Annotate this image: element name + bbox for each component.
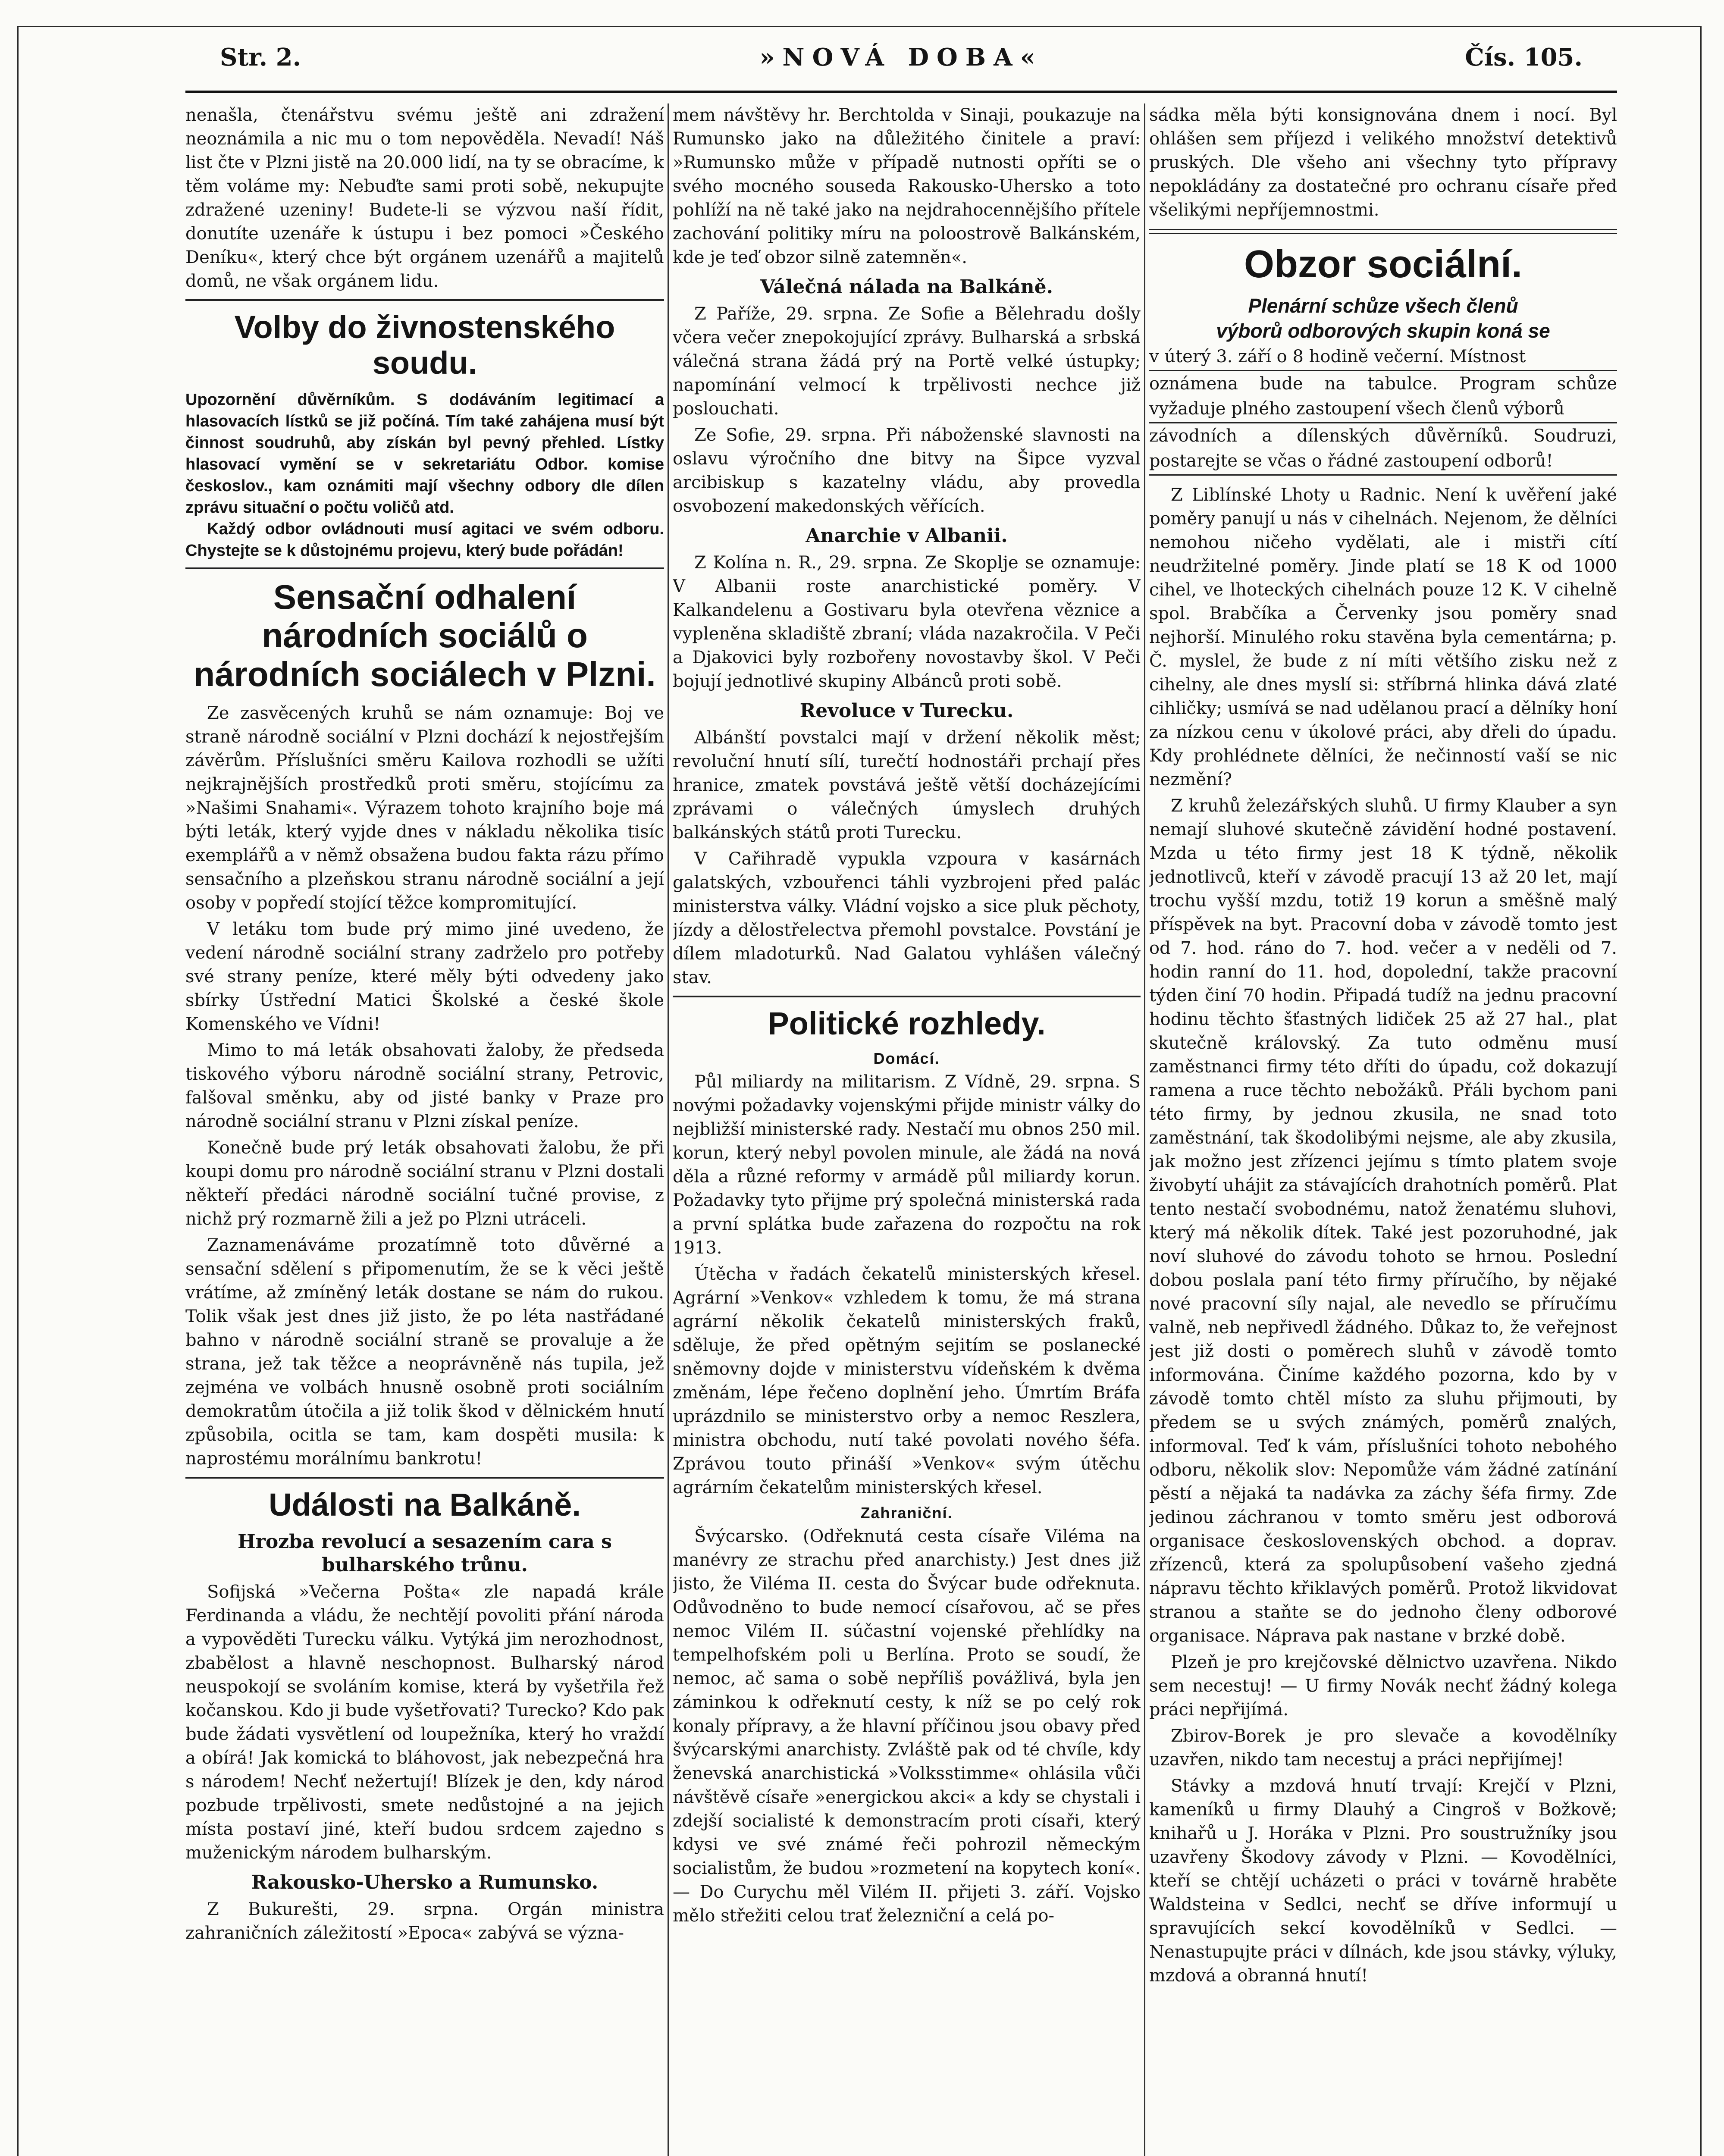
paragraph: Zbirov-Borek je pro slevače a kovodělníky uzavřen, nikdo tam necestuj a práci nepřijímej!	[1149, 1726, 1617, 1770]
paragraph: Z Liblínské Lhoty u Radnic. Není k uvěření jaké poměry panují u nás v cihelnách. Nejenom, že dělníci nemohou ničeho vydělati, ale i mistři cítí neudržitelné poměry. Jinde platí se 18 K od 1000 cihel, ve lhoteckých cihelnách pouze 12 K. V cihelně spol. Brabčíka a Červenky jsou poměry snad nejhorší. Minulého roku stavěna byla cementárna; p. Č. myslel, že bude z ní míti většího zisku než z cihelny, ale dnes myslí si: stříbrná hlinka dává zlaté cihličky; usmívá se nad udělanou prací a dělníky honí za nízkou cenu v úkolové práci, aby dřeli do úpadu. Kdy prohlédnete dělníci, že nečinností vaší se nic nezmění?	[1149, 485, 1617, 790]
page-header	[185, 43, 1617, 91]
paragraph: Albánští povstalci mají v držení několik měst; revoluční hnutí sílí, turečtí hodnostáři prchají přes hranice, zmatek povstává ještě větší docházejícími zprávami o válečných úmyslech druhých balkánských států proti Turecku.	[673, 728, 1141, 843]
section-label-domaci: Domácí.	[873, 1049, 940, 1067]
divider	[673, 996, 1141, 997]
paragraph: Z Bukurešti, 29. srpna. Orgán ministra zahraničních záležitostí »Epoca« zabývá se význa-	[185, 1899, 664, 1943]
paragraph: Plzeň je pro krejčovské dělnictvo uzavřena. Nikdo sem necestuj! — U firmy Novák nechť žádný kolega práci nepřijímá.	[1149, 1652, 1617, 1720]
column-right	[1149, 103, 1617, 2156]
masthead-title: »NOVÁ DOBA«	[759, 43, 1043, 72]
paragraph: Sofijská »Večerna Pošta« zle napadá krále Ferdinanda a vládu, že nechtějí povoliti přání národa a vypověděti Turecku válku. Vytýká jim nerozhodnost, zbabělost a hlavně neschopnost. Bulharský národ neuspokojí se svoláním komise, která by vyšetřila řež kočanskou. Kdo ji bude vyšetřovati? Turecko? Kdo pak bude žádati vysvětlení od loupežníka, který ho vraždí a obírá! Jak komická to bláhovost, jak nebezpečná hra s národem! Nechť nežertují! Blízek je den, kdy národ pozbude trpělivosti, smete nedůstojné a na jejich místa postaví jiné, kteří budou srdcem zajedno s muženickým národem bulharským.	[185, 1582, 664, 1863]
headline-sensace: Sensační odhalení národních sociálů o národních sociálech v Plzni.	[194, 577, 656, 693]
announcement-line: oznámena bude na tabulce. Program schůze vyžaduje plného zastoupení všech členů výborů	[1149, 371, 1617, 423]
section-label-zahranicni: Zahraniční.	[860, 1504, 953, 1522]
divider	[185, 299, 664, 301]
column-divider	[1144, 103, 1145, 2156]
paragraph: Ze zasvěcených kruhů se nám oznamuje: Boj ve straně národně sociální v Plzni dochází k nejostřejším závěrům. Příslušníci směru Kailova rozhodli se užíti nejkrajnějších prostředků proti směru, stojícímu za »Našimi Snahami«. Výrazem tohoto krajního boje má býti leták, který vyjde dnes v nákladu několika tisíc exemplářů a v němž obsažena budou fakta rázu přímo sensačního a plzeňskou stranu národně sociální a její osoby v popředí stojící těžce kompromitující.	[185, 703, 664, 913]
subheadline-revoluce: Revoluce v Turecku.	[799, 700, 1014, 722]
paragraph: Mimo to má leták obsahovati žaloby, že předseda tiskového výboru národně sociální strany, Petrovic, falšoval směnku, aby od jisté banky v Praze pro národně sociální stranu v Plzni získal peníze.	[185, 1040, 664, 1131]
subheadline-anarchie: Anarchie v Albanii.	[806, 525, 1008, 547]
headline-obzor: Obzor sociální.	[1244, 243, 1523, 286]
divider	[185, 567, 664, 569]
article-continuation: mem návštěvy hr. Berchtolda v Sinaji, poukazuje na Rumunsko jako na důležitého činitele a praví: »Rumunsko může v případě nutnosti opříti se o svého mocného souseda Rakousko-Uhersko a toto pohlíží na ně také jako na nejdrahocennějšího přítele zachování politiky míru na poloostrově Balkánském, kde je teď obzor silně zatemněn«.	[673, 105, 1141, 267]
notice-volby-2: Každý odbor ovládnouti musí agitaci ve svém odboru. Chystejte se k důstojnému projevu, který bude pořádán!	[185, 520, 664, 560]
paragraph: Z kruhů železářských sluhů. U firmy Klauber a syn nemají sluhové skutečně závidění hodné postavení. Mzda u této firmy jest 18 K týdně, několik jednotlivců, kteří v závodě pracují 13 až 20 let, mají trochu vyšší mzdu, totiž 19 korun a směšně malý příspěvek na byt. Pracovní doba v závodě tomto jest od 7. hod. ráno do 7. hod. večer a v neděli od 7. hodin ranní do 11. hod, dopolední, takže pracovní týden činí 70 hodin. Připadá tudíž na jednu pracovní hodinu těchto šťastných lidiček 25 až 27 hal., plat skutečně královský. Za tuto odměnu musí zaměstnanci firmy této dříti do úpadu, což dokazují ramena a ruce těchto nebožáků. Přáli bychom pani této firmy, by jednou zkusila, ne snad toto zaměstnání, tak škodolibými nejsme, ale aby zkusila, jak možno jest zřízenci jejímu s tímto platem svoje živobytí uhájit za stávajících drahotních poměrů. Plat tento nestačí svobodnému, natož ženatému sluhovi, který má několik dítek. Také jest pozoruhodné, jak noví sluhové do závodu tohoto se hrnou. Poslední dobou poslala paní této firmy příručího, by nějaké nové pracovní síly najal, ale nevedlo se příručímu valně, neb nepřivedl žádného. Důkaz to, že veřejnost jest již dosti o poměrech sluhů v závodě tomto informována. Činíme každého pozorna, kdo by v závodě tomto chtěl místo za sluhu přijmouti, by předem se u svých známých, poměrů znalých, informoval. Teď k vám, příslušníci tohoto nebohého odboru, několik slov: Nepomůže vám žádné zatínání pěstí a nějaká ta nadávka za záchy šéfa firmy. Zde jedinou záchranou v tomto směru jest odborová organisace československých obchod. a doprav. zřízenců, která za spolupůsobení vašeho zjedná nápravu těchto křiklavých poměrů. Protož likvidovat stranou a staňte se do jednoho členy odborové organisace. Náprava pak nastane v brzké době.	[1149, 796, 1617, 1646]
paragraph: Útěcha v řadách čekatelů ministerských křesel. Agrární »Venkov« vzhledem k tomu, že má strana agrární několik čekatelů ministerských fraků, sděluje, že před opětným sejitím se poslanecké sněmovny dojde v ministerstvu vídeňském k dvěma změnám, lépe řečeno doplnění jeho. Úmrtím Bráfa uprázdnilo se ministerstvo orby a nemoc Reszlera, ministra obchodu, nutí také povolati nového šéfa. Zprávou touto přináší »Venkov« svým útěchu agrárním čekatelům ministerských křesel.	[673, 1264, 1141, 1498]
paragraph: Švýcarsko. (Odřeknutá cesta císaře Viléma na manévry ze strachu před anarchisty.) Jest dnes již jisto, že Viléma II. cesta do Švýcar bude odřeknuta. Odůvodněno to bude nemocí císařovou, ač se přes nemoc Vilém II. súčastní vojenské přehlídky na tempelhofském poli u Berlína. Proto se soudí, že nemoc, ač sama o sobě nepříliš povážlivá, byla jen záminkou k odřeknutí cesty, k níž se po celý rok konaly přípravy, a že hlavní příčinou jsou obavy před švýcarskými anarchisty. Zvláště pak od té chvíle, kdy ženevská anarchistická »Volksstimme« ohlásila vůči návštěvě císaře »energickou akci« a kdy se chystali i zdejší socialisté k demonstracím proti císaři, který kdysi ve své známé řeči pohrozil německým socialistům, že budou »rozmetení na kopytech koní«. — Do Curychu měl Vilém II. přijeti 3. září. Vojsko mělo střežiti celou trať železniční a celá po-	[673, 1526, 1141, 1926]
paragraph: Stávky a mzdová hnutí trvají: Krejčí v Plzni, kameníků u firmy Dlauhý a Cingroš v Božkově; knihařů u J. Horáka v Plzni. Pro soustružníky jsou uzavřeny Škodovy závody v Plzni. — Kovodělníci, kteří se chtějí ucházeti o práci v továrně hraběte Waldsteina v Sedlci, nechť se dříve informují u spravujících sekcí kovodělníků v Sedlci. — Nenastupujte práci v dílnách, kde jsou stávky, výluky, mzdová a obranná hnutí!	[1149, 1776, 1617, 1986]
paragraph: V Cařihradě vypukla vzpoura v kasárnách galatských, vzbouřenci táhli vyzbrojeni před palác ministerstva války. Vládní vojsko a sice pluk pěchoty, jízdy a dělostřelectva přemohl povstalce. Povstání je dílem mladoturků. Nad Galatou vyhlášen válečný stav.	[673, 849, 1141, 987]
headline-volby: Volby do živnostenského soudu.	[234, 309, 615, 381]
announcement-line: v úterý 3. září o 8 hodině večerní. Místnost	[1149, 344, 1617, 371]
notice-volby: Upozornění důvěrníkům. S dodáváním legitimací a hlasovacích lístků se již počíná. Tím také zahájena musí být činnost soudruhů, aby získán byl pevný přehled. Lístky hlasovací vymění se v sekretariátu Odbor. komise českoslov., kam oznámiti mají všechny odbory dle dílen zprávu situační o počtu voličů atd.	[185, 390, 664, 517]
paragraph: Z Paříže, 29. srpna. Ze Sofie a Bělehradu došly včera večer znepokojující zprávy. Bulharská a srbská válečná strana žádá prý na Portě velké ústupky; napomínání velmocí k trpělivosti nechce již poslouchati.	[673, 304, 1141, 419]
paragraph: V letáku tom bude prý mimo jiné uvedeno, že vedení národně sociální strany zadrželo pro potřeby své strany peníze, které měly býti odvedeny jako sbírky Ústřední Matici Školské a české škole Komenského ve Vídni!	[185, 919, 664, 1034]
article-continuation: nenašla, čtenářstvu svému ještě ani zdražení neoznámila a nic mu o tom nepověděla. Nevadí! Náš list čte v Plzni jistě na 20.000 lidí, na ty se obracíme, k těm voláme my: Nebuďte sami proti sobě, nekupujte zdražené uzeniny! Budete-li se výzvou naší řídit, donutíte uzenáře k ústupu i bez pomoci »Českého Deníku«, který chce být orgánem uzenářů a majitelů domů, ne však orgánem lidu.	[185, 105, 664, 291]
article-continuation: sádka měla býti konsignována dnem i nocí. Byl ohlášen sem příjezd i velikého množství detektivů pruských. Dle všeho ani všechny tyto přípravy nepokládány za dostatečné pro ochranu císaře před všelikými nepříjemnostmi.	[1149, 105, 1617, 220]
paragraph: Zaznamenáváme prozatímně toto důvěrné a sensační sdělení s připomenutím, že se k věci ještě vrátíme, až zmíněný leták dostane se nám do rukou. Tolik však jest dnes již jisto, že po léta nastřádané bahno v národně sociální straně se provaluje a že strana, jež tak těžce a neoprávněně nás tupila, jež zejména ve volbách hnusně osobně proti sociálním demokratům útočila a již tolik škod v dělnickém hnutí způsobila, ocitla se tam, kam dospěti musila: k naprostému morálnímu bankrotu!	[185, 1235, 664, 1469]
issue-number: Čís. 105.	[1465, 43, 1583, 72]
header-rule	[185, 91, 1617, 93]
page-number: Str. 2.	[220, 43, 301, 72]
paragraph: Z Kolína n. R., 29. srpna. Ze Skoplje se oznamuje: V Albanii roste anarchistické poměry. V Kalkandelenu a Gostivaru byla otevřena věznice a vypleněna skladiště zbraní; vláda nazakročila. V Peči a Djakovici byly rozbořeny novostavby škol. V Peči bojují jednotlivé skupiny Albánců proti sobě.	[673, 553, 1141, 691]
divider	[185, 1477, 664, 1479]
paragraph: Ze Sofie, 29. srpna. Při náboženské slavnosti na oslavu výročního dne bitvy na Šipce vyzval arcibiskup s kazatelny vládu, aby provedla osvobození makedonských věřících.	[673, 425, 1141, 516]
subheadline-hrozba: Hrozba revolucí a sesazením cara s bulharského trůnu.	[238, 1531, 612, 1576]
paragraph: Konečně bude prý leták obsahovati žalobu, že při koupi domu pro národně sociální stranu v Plzni dostali někteří předáci národně sociální tučné provise, z nichž prý rozmarně žili a jež po Plzni utráceli.	[185, 1138, 664, 1229]
banner-plenarni: Plenární schůze všech členů	[1248, 294, 1518, 317]
column-middle	[673, 103, 1141, 2156]
column-left	[185, 103, 664, 2156]
double-divider	[1149, 229, 1617, 234]
headline-politicke: Politické rozhledy.	[768, 1006, 1046, 1041]
headline-balkan: Události na Balkáně.	[269, 1486, 581, 1523]
column-divider	[668, 103, 669, 2156]
announcement-line: závodních a dílenských důvěrníků. Soudruzi, postarejte se včas o řádné zastoupení odborů!	[1149, 423, 1617, 476]
paragraph: Půl miliardy na militarism. Z Vídně, 29. srpna. S novými požadavky vojenskými přijde ministr války do nejbližší ministerské rady. Nestačí mu obnos 250 mil. korun, který nebyl povolen minule, ale žádá na nová děla a různé reformy v armádě půl miliardy korun. Požadavky tyto přijme prý společná ministerská rada a první splátka bude zařazena do rozpočtu na rok 1913.	[673, 1072, 1141, 1258]
banner-vyboru: výborů odborových skupin koná se	[1216, 319, 1550, 342]
subheadline-valecna: Válečná nálada na Balkáně.	[760, 276, 1053, 298]
subheadline-rakousko: Rakousko-Uhersko a Rumunsko.	[251, 1871, 599, 1894]
